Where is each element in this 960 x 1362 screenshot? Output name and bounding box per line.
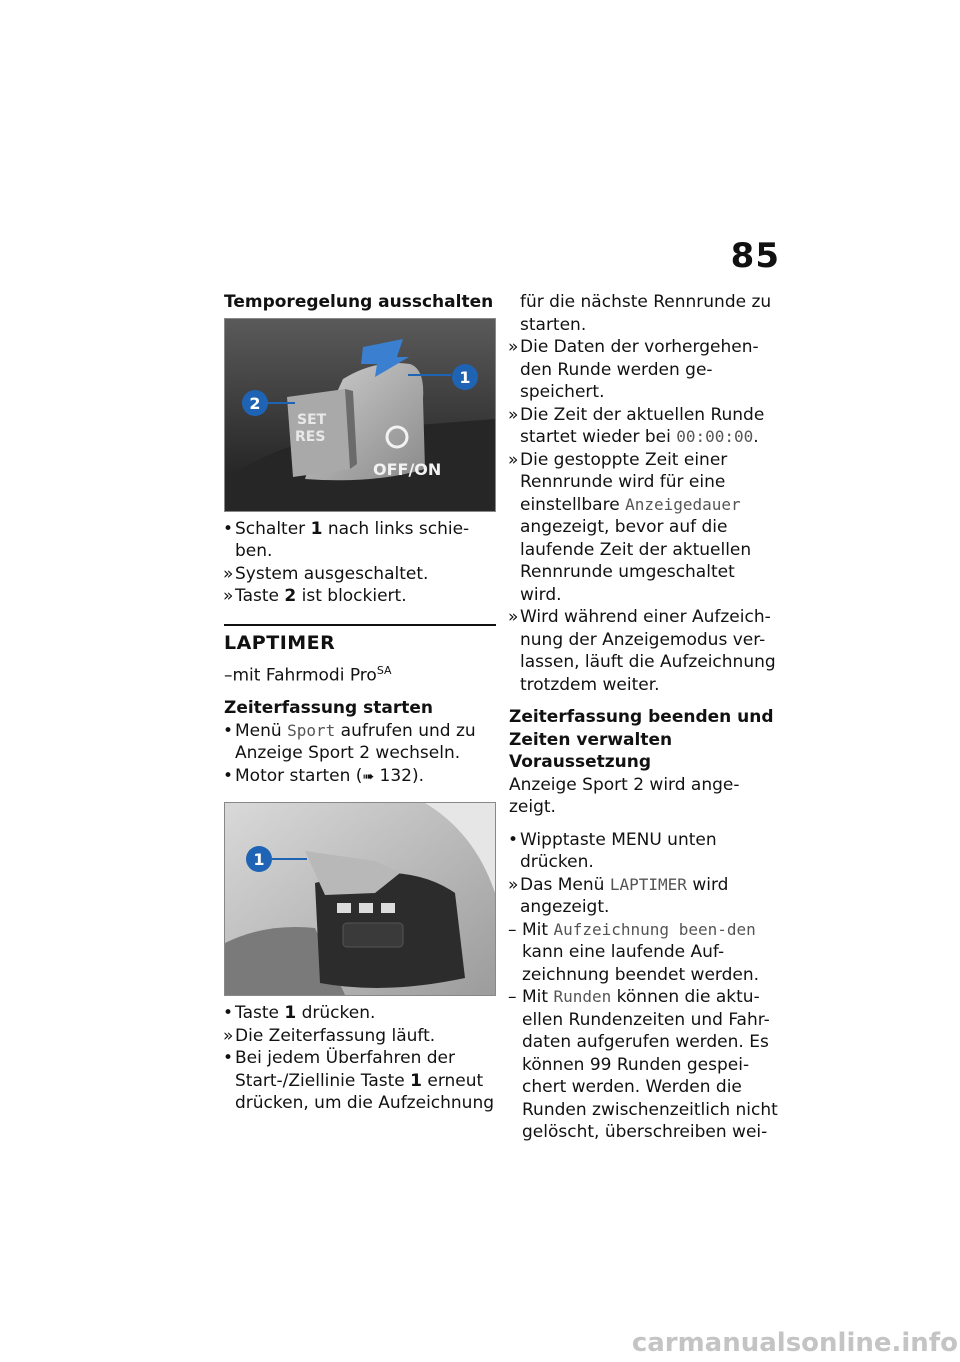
svg-text:2: 2 (249, 393, 261, 413)
result-lap-restart: » Die Zeit der aktuellen Runde startet wieder bei 00:00:00. (508, 404, 765, 447)
watermark: carmanualsonline.info (631, 1328, 958, 1358)
result-timing-running: » Die Zeiterfassung läuft. (223, 1025, 436, 1046)
section-title-laptimer: LAPTIMER (224, 631, 336, 654)
figure-handlebar-button (224, 802, 496, 996)
heading-cruise-off: Temporegelung ausschalten (224, 292, 494, 312)
offon-label: OFF/ON (373, 459, 442, 479)
result-button-blocked: » Taste 2 ist blockiert. (223, 586, 407, 606)
step-each-lap: • Bei jedem Überfahren der Start-/Ziellinie Taste 1 erneut drücken, um die Aufzeichnung (223, 1048, 495, 1114)
continued-text: für die nächste Rennrunde zu starten. (520, 292, 772, 335)
svg-text:1: 1 (459, 367, 471, 387)
option-note: –mit Fahrmodi Pro$^{SA}$ (224, 664, 392, 686)
prerequisite-text: Anzeige Sport 2 wird ange-zeigt. (509, 774, 740, 817)
page-ref-arrow-icon: ➠ (362, 768, 375, 785)
result-system-off: » System ausgeschaltet. (223, 563, 429, 584)
option-laps: – Mit Runden können die aktu-ellen Rundenzeiten und Fahr-daten aufgerufen werden. Es können 99 Runden gespei-chert werden. Werden die Runden zwischenzeitlich nicht gelöscht, überschreiben wei- (508, 987, 778, 1142)
figure-cruise-switch (224, 318, 496, 512)
page-number: 85 (730, 236, 780, 276)
left-column (224, 291, 496, 1115)
result-recording-continues: » Wird während einer Aufzeich-nung der Anzeigemodus ver-lassen, läuft die Aufzeichnung trotzdem weiter. (508, 607, 776, 695)
step-press-button: • Taste 1 drücken. (223, 1003, 376, 1024)
handlebar-button-illustration (225, 803, 495, 995)
result-previous-lap-saved: » Die Daten der vorhergehen-den Runde werden ge-speichert. (508, 337, 759, 402)
option-end-recording: – Mit Aufzeichnung been-den kann eine laufende Auf-zeichnung beendet werden. (508, 919, 760, 985)
heading-end-timing: Zeiterfassung beenden und Zeiten verwalten (509, 707, 774, 750)
step-open-menu: • Menü Sport aufrufen und zu Anzeige Sport 2 wechseln. (223, 720, 476, 764)
result-stopped-time: » Die gestoppte Zeit einer Rennrunde wird für eine einstellbare Anzeigedauer angezeigt, bevor auf die laufende Zeit der aktuellen Rennrunde umgeschaltet wird. (508, 449, 752, 605)
svg-text:1: 1 (253, 850, 265, 870)
set-label: SET (297, 411, 327, 428)
step-switch-left: • Schalter 1 nach links schie-ben. (223, 518, 470, 561)
step-start-engine: • Motor starten (➠ 132). (223, 765, 425, 786)
section-divider (224, 624, 496, 626)
result-laptimer-menu: » Das Menü LAPTIMER wird angezeigt. (508, 874, 729, 917)
res-label: RES (295, 428, 326, 445)
cruise-switch-illustration (225, 319, 495, 511)
heading-prerequisite: Voraussetzung (509, 752, 652, 772)
heading-start-timing: Zeiterfassung starten (224, 698, 433, 719)
right-column (509, 291, 781, 1144)
step-menu-button: • Wipptaste MENU unten drücken. (508, 829, 717, 872)
